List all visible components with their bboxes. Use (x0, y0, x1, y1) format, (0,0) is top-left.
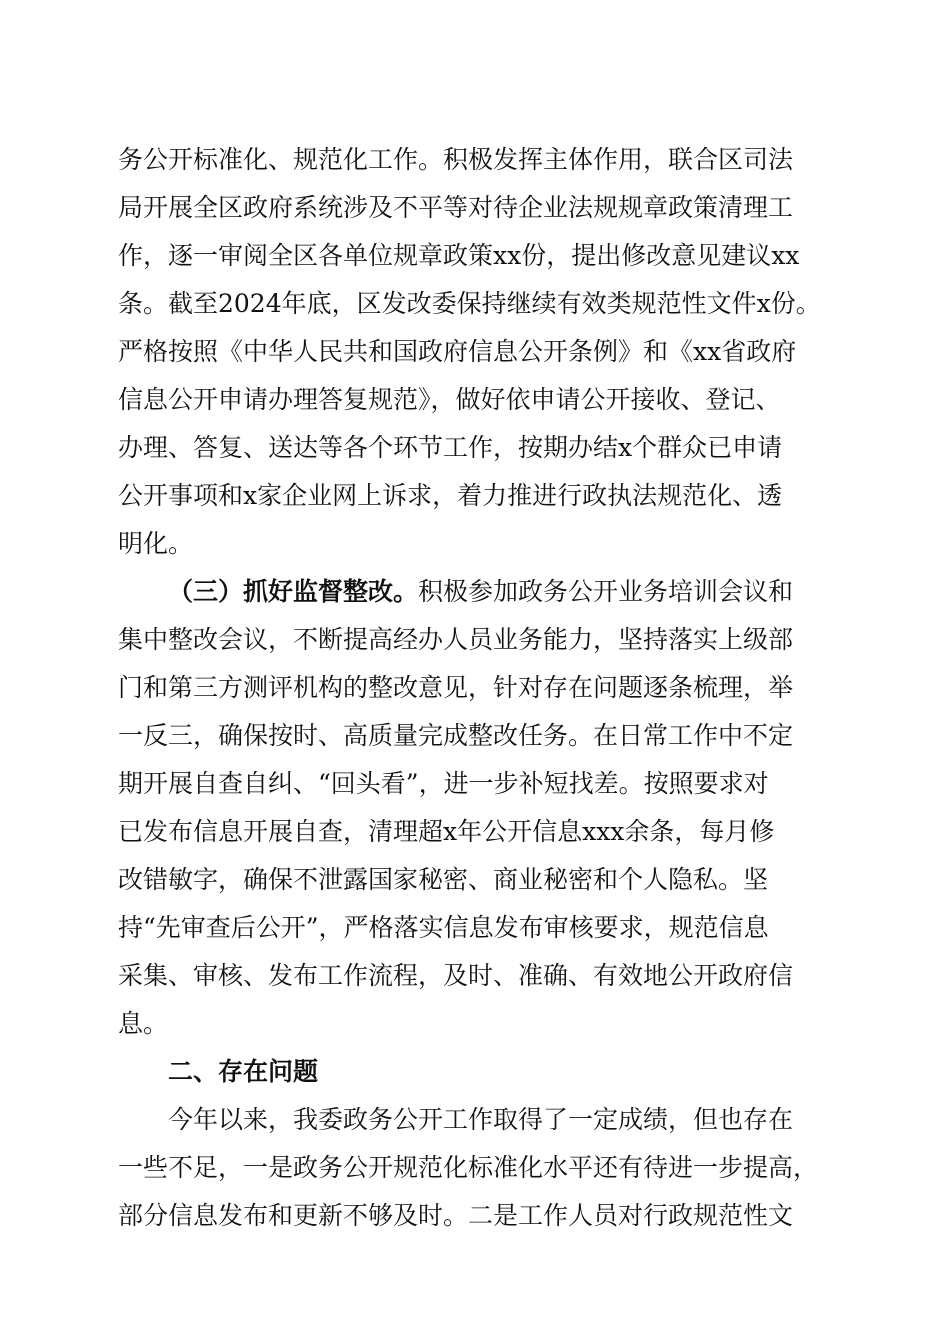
paragraph-line: 公开事项和x家企业网上诉求，着力推进行政执法规范化、透 (118, 481, 783, 510)
paragraph-line: 采集、审核、发布工作流程，及时、准确、有效地公开政府信 (118, 961, 794, 990)
section-heading: 二、存在问题 (168, 1057, 319, 1086)
paragraph-line: 一反三，确保按时、高质量完成整改任务。在日常工作中不定 (118, 721, 794, 750)
paragraph-line: 作，逐一审阅全区各单位规章政策xx份，提出修改意见建议xx (118, 241, 800, 270)
paragraph-line: 已发布信息开展自查，清理超x年公开信息xxx余条，每月修 (118, 817, 775, 846)
paragraph-line: 严格按照《中华人民共和国政府信息公开条例》和《xx省政府 (118, 337, 797, 366)
paragraph-line: 期开展自查自纠、“回头看”，进一步补短找差。按照要求对 (118, 769, 769, 798)
paragraph-line: 办理、答复、送达等各个环节工作，按期办结x个群众已申请 (118, 433, 783, 462)
paragraph-line: 信息公开申请办理答复规范》，做好依申请公开接收、登记、 (118, 385, 781, 414)
paragraph-line: 息。 (118, 1009, 169, 1038)
paragraph-line: 局开展全区政府系统涉及不平等对待企业法规规章政策清理工 (118, 193, 794, 222)
section-three-first-line (168, 577, 793, 607)
paragraph-line: 部分信息发布和更新不够及时。二是工作人员对行政规范性文 (118, 1201, 794, 1230)
paragraph-line: 门和第三方测评机构的整改意见，针对存在问题逐条梳理，举 (118, 673, 794, 702)
paragraph-line: 改错敏字，确保不泄露国家秘密、商业秘密和个人隐私。坚 (118, 865, 769, 894)
paragraph-line: 今年以来，我委政务公开工作取得了一定成绩，但也存在 (168, 1105, 794, 1134)
section-three-first-line-text: 积极参加政务公开业务培训会议和 (418, 577, 794, 606)
paragraph-line: 明化。 (118, 529, 194, 558)
paragraph-line: 持“先审查后公开”，严格落实信息发布审核要求，规范信息 (118, 913, 769, 942)
paragraph-line: 条。截至2024年底，区发改委保持继续有效类规范性文件x份。 (118, 289, 821, 318)
paragraph-line: 务公开标准化、规范化工作。积极发挥主体作用，联合区司法 (118, 145, 794, 174)
paragraph-line: 一些不足，一是政务公开规范化标准化水平还有待进一步提高， (118, 1153, 819, 1182)
paragraph-line: 集中整改会议，不断提高经办人员业务能力，坚持落实上级部 (118, 625, 794, 654)
section-three-title: （三）抓好监督整改。 (168, 577, 419, 606)
